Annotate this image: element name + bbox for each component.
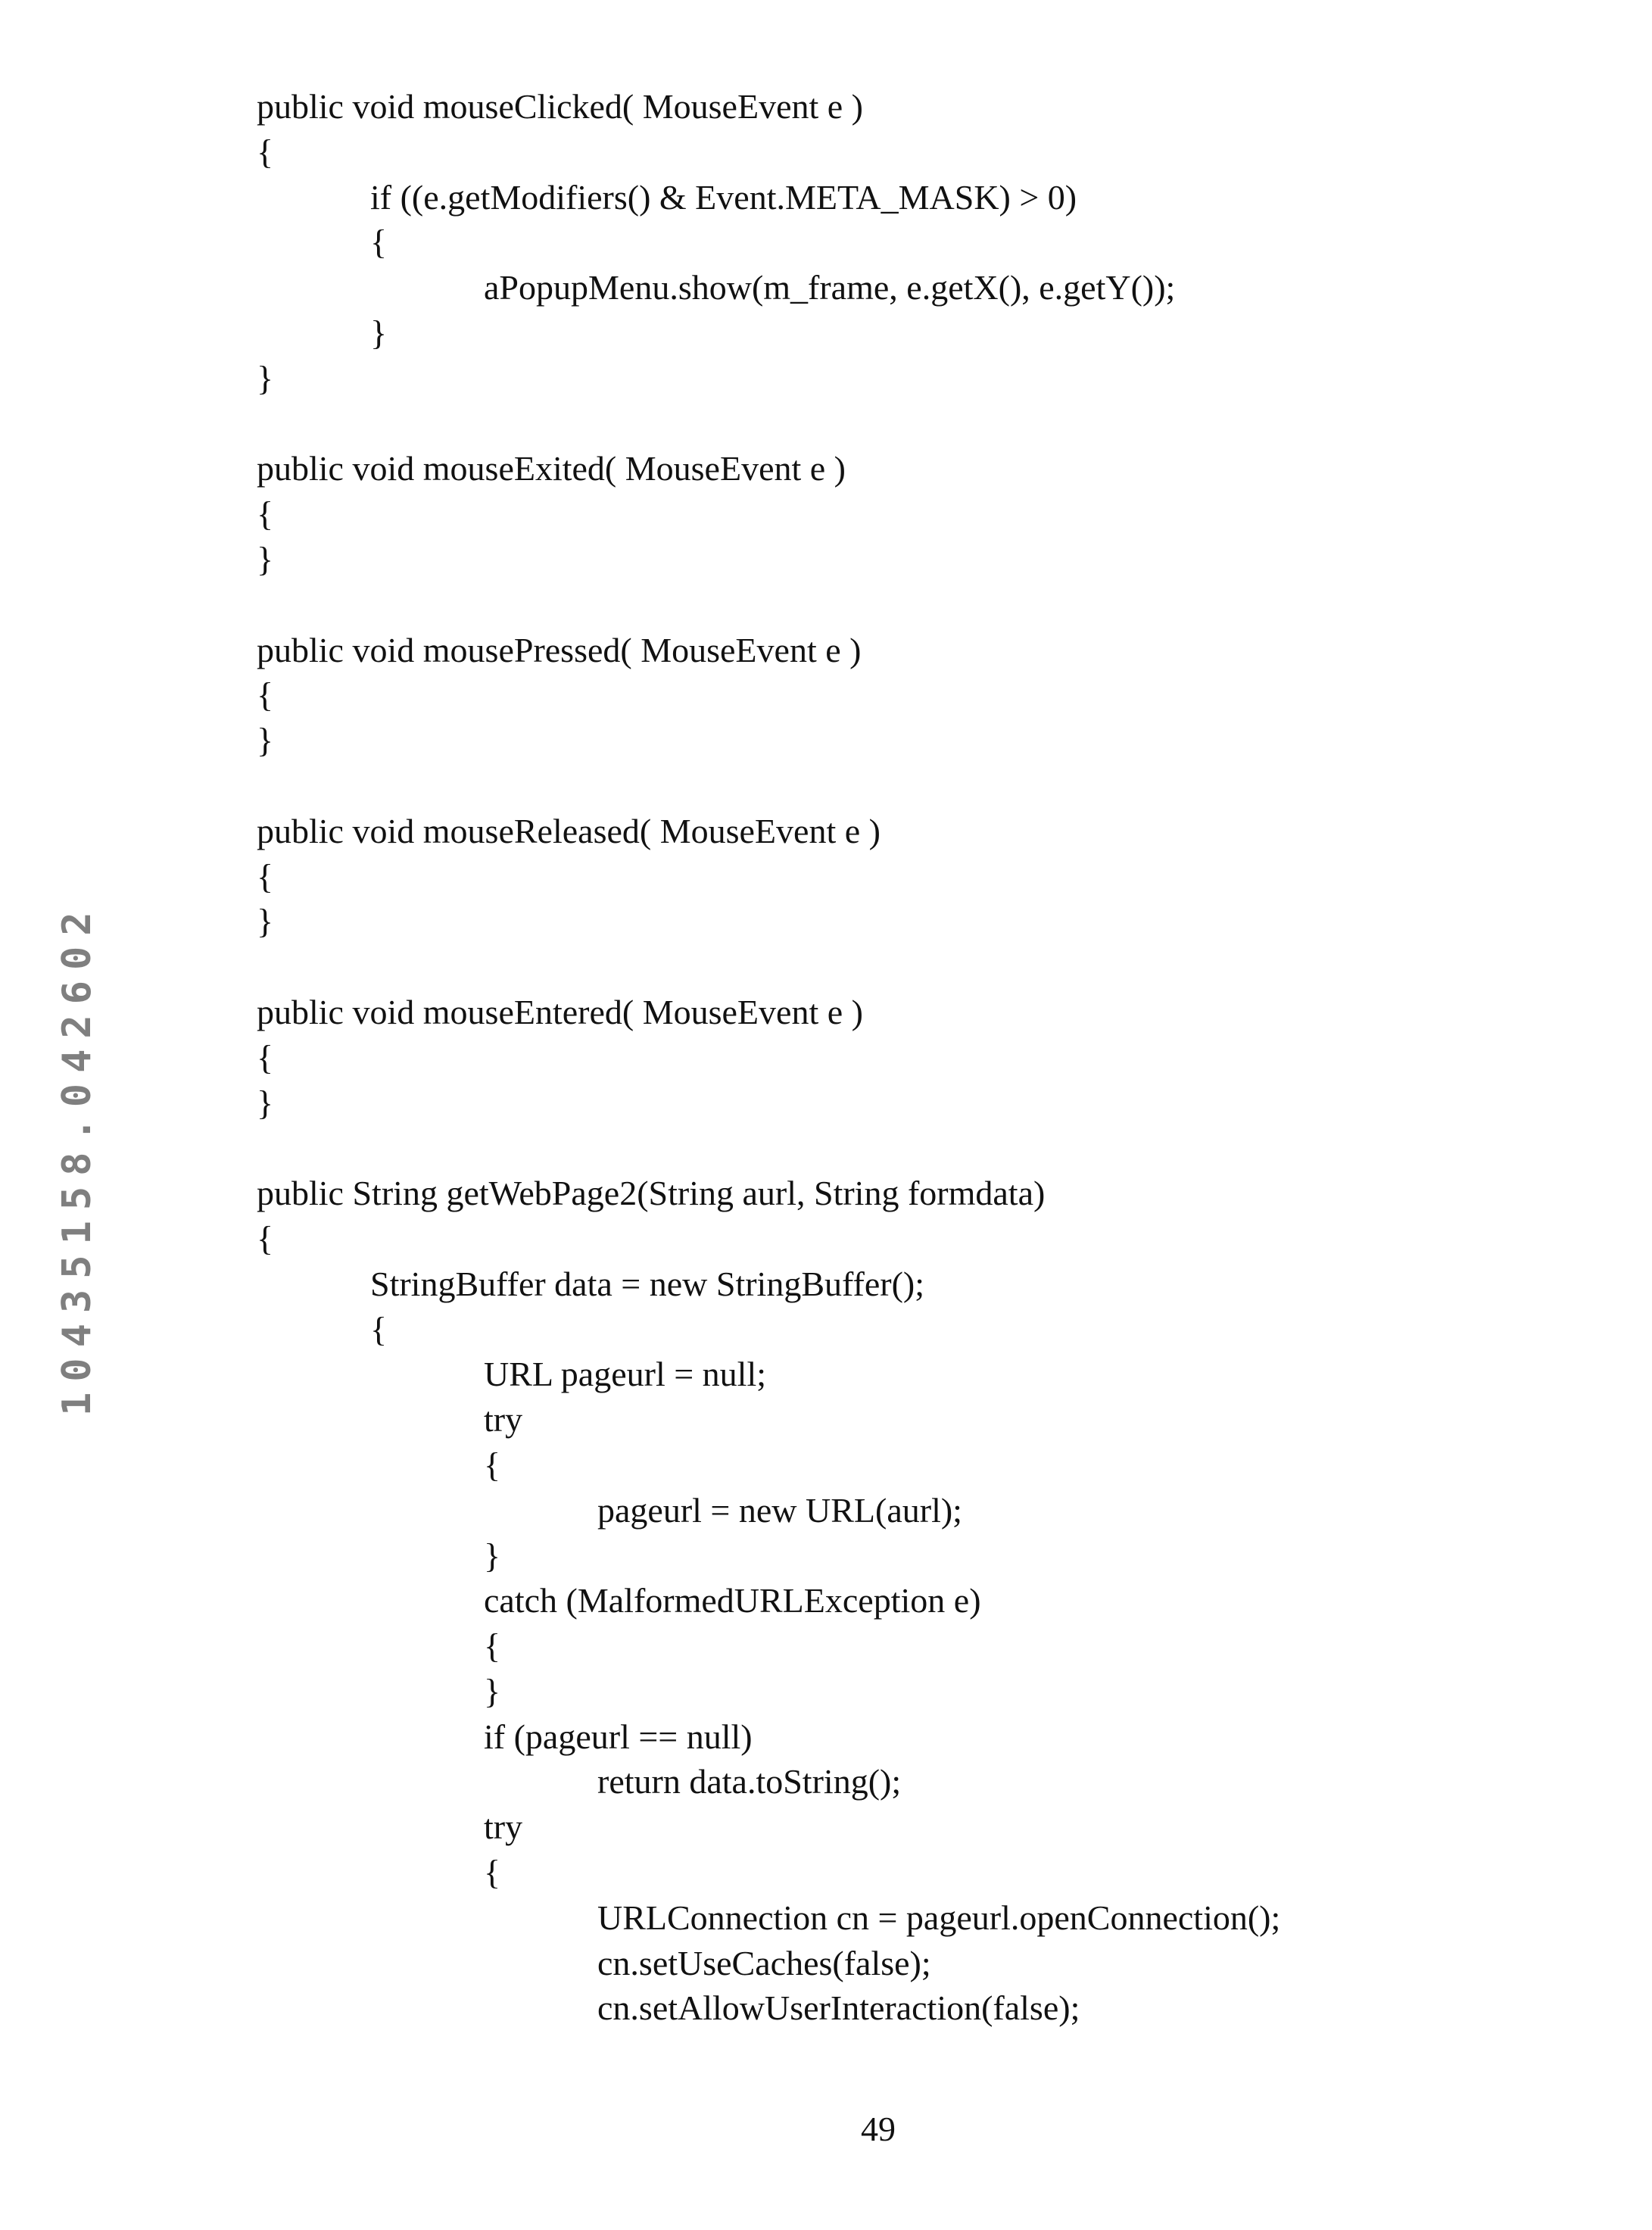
code-line: catch (MalformedURLException e) — [257, 1578, 1280, 1623]
code-line: pageurl = new URL(aurl); — [257, 1488, 1280, 1533]
code-line: try — [257, 1397, 1280, 1442]
code-listing — [257, 84, 1280, 2031]
code-line: public void mouseClicked( MouseEvent e ) — [257, 84, 1280, 129]
blank-line — [257, 944, 1280, 990]
code-line: { — [257, 491, 1280, 537]
page-number: 49 — [0, 2109, 1652, 2149]
code-line: } — [257, 899, 1280, 944]
code-line: cn.setAllowUserInteraction(false); — [257, 1985, 1280, 2031]
code-line: URLConnection cn = pageurl.openConnection(); — [257, 1895, 1280, 1941]
code-line: } — [257, 310, 1280, 356]
blank-line — [257, 401, 1280, 447]
code-line: public void mouseEntered( MouseEvent e ) — [257, 990, 1280, 1035]
code-line: } — [257, 356, 1280, 401]
code-line: public void mouseExited( MouseEvent e ) — [257, 446, 1280, 491]
code-line: { — [257, 1442, 1280, 1488]
code-line: } — [257, 537, 1280, 582]
blank-line — [257, 1125, 1280, 1171]
blank-line — [257, 763, 1280, 809]
code-line: { — [257, 129, 1280, 175]
code-line: } — [257, 1533, 1280, 1579]
code-line: } — [257, 1081, 1280, 1126]
code-line: { — [257, 220, 1280, 265]
code-line: public String getWebPage2(String aurl, String formdata) — [257, 1171, 1280, 1216]
code-line: { — [257, 672, 1280, 718]
code-line: { — [257, 1216, 1280, 1262]
code-line: try — [257, 1804, 1280, 1850]
document-stamp: 10435158.042602 — [55, 901, 100, 1416]
code-line: } — [257, 718, 1280, 763]
code-line: cn.setUseCaches(false); — [257, 1941, 1280, 1986]
code-line: StringBuffer data = new StringBuffer(); — [257, 1262, 1280, 1307]
code-line: aPopupMenu.show(m_frame, e.getX(), e.getY()); — [257, 265, 1280, 310]
code-line: URL pageurl = null; — [257, 1352, 1280, 1397]
code-line: if ((e.getModifiers() & Event.META_MASK) > 0) — [257, 175, 1280, 220]
code-line: } — [257, 1669, 1280, 1714]
code-line: { — [257, 854, 1280, 900]
code-line: if (pageurl == null) — [257, 1714, 1280, 1760]
code-line: public void mouseReleased( MouseEvent e ) — [257, 809, 1280, 854]
code-line: return data.toString(); — [257, 1759, 1280, 1804]
blank-line — [257, 582, 1280, 628]
code-line: public void mousePressed( MouseEvent e ) — [257, 628, 1280, 673]
code-line: { — [257, 1623, 1280, 1669]
code-line: { — [257, 1307, 1280, 1352]
code-line: { — [257, 1035, 1280, 1081]
code-line: { — [257, 1850, 1280, 1895]
